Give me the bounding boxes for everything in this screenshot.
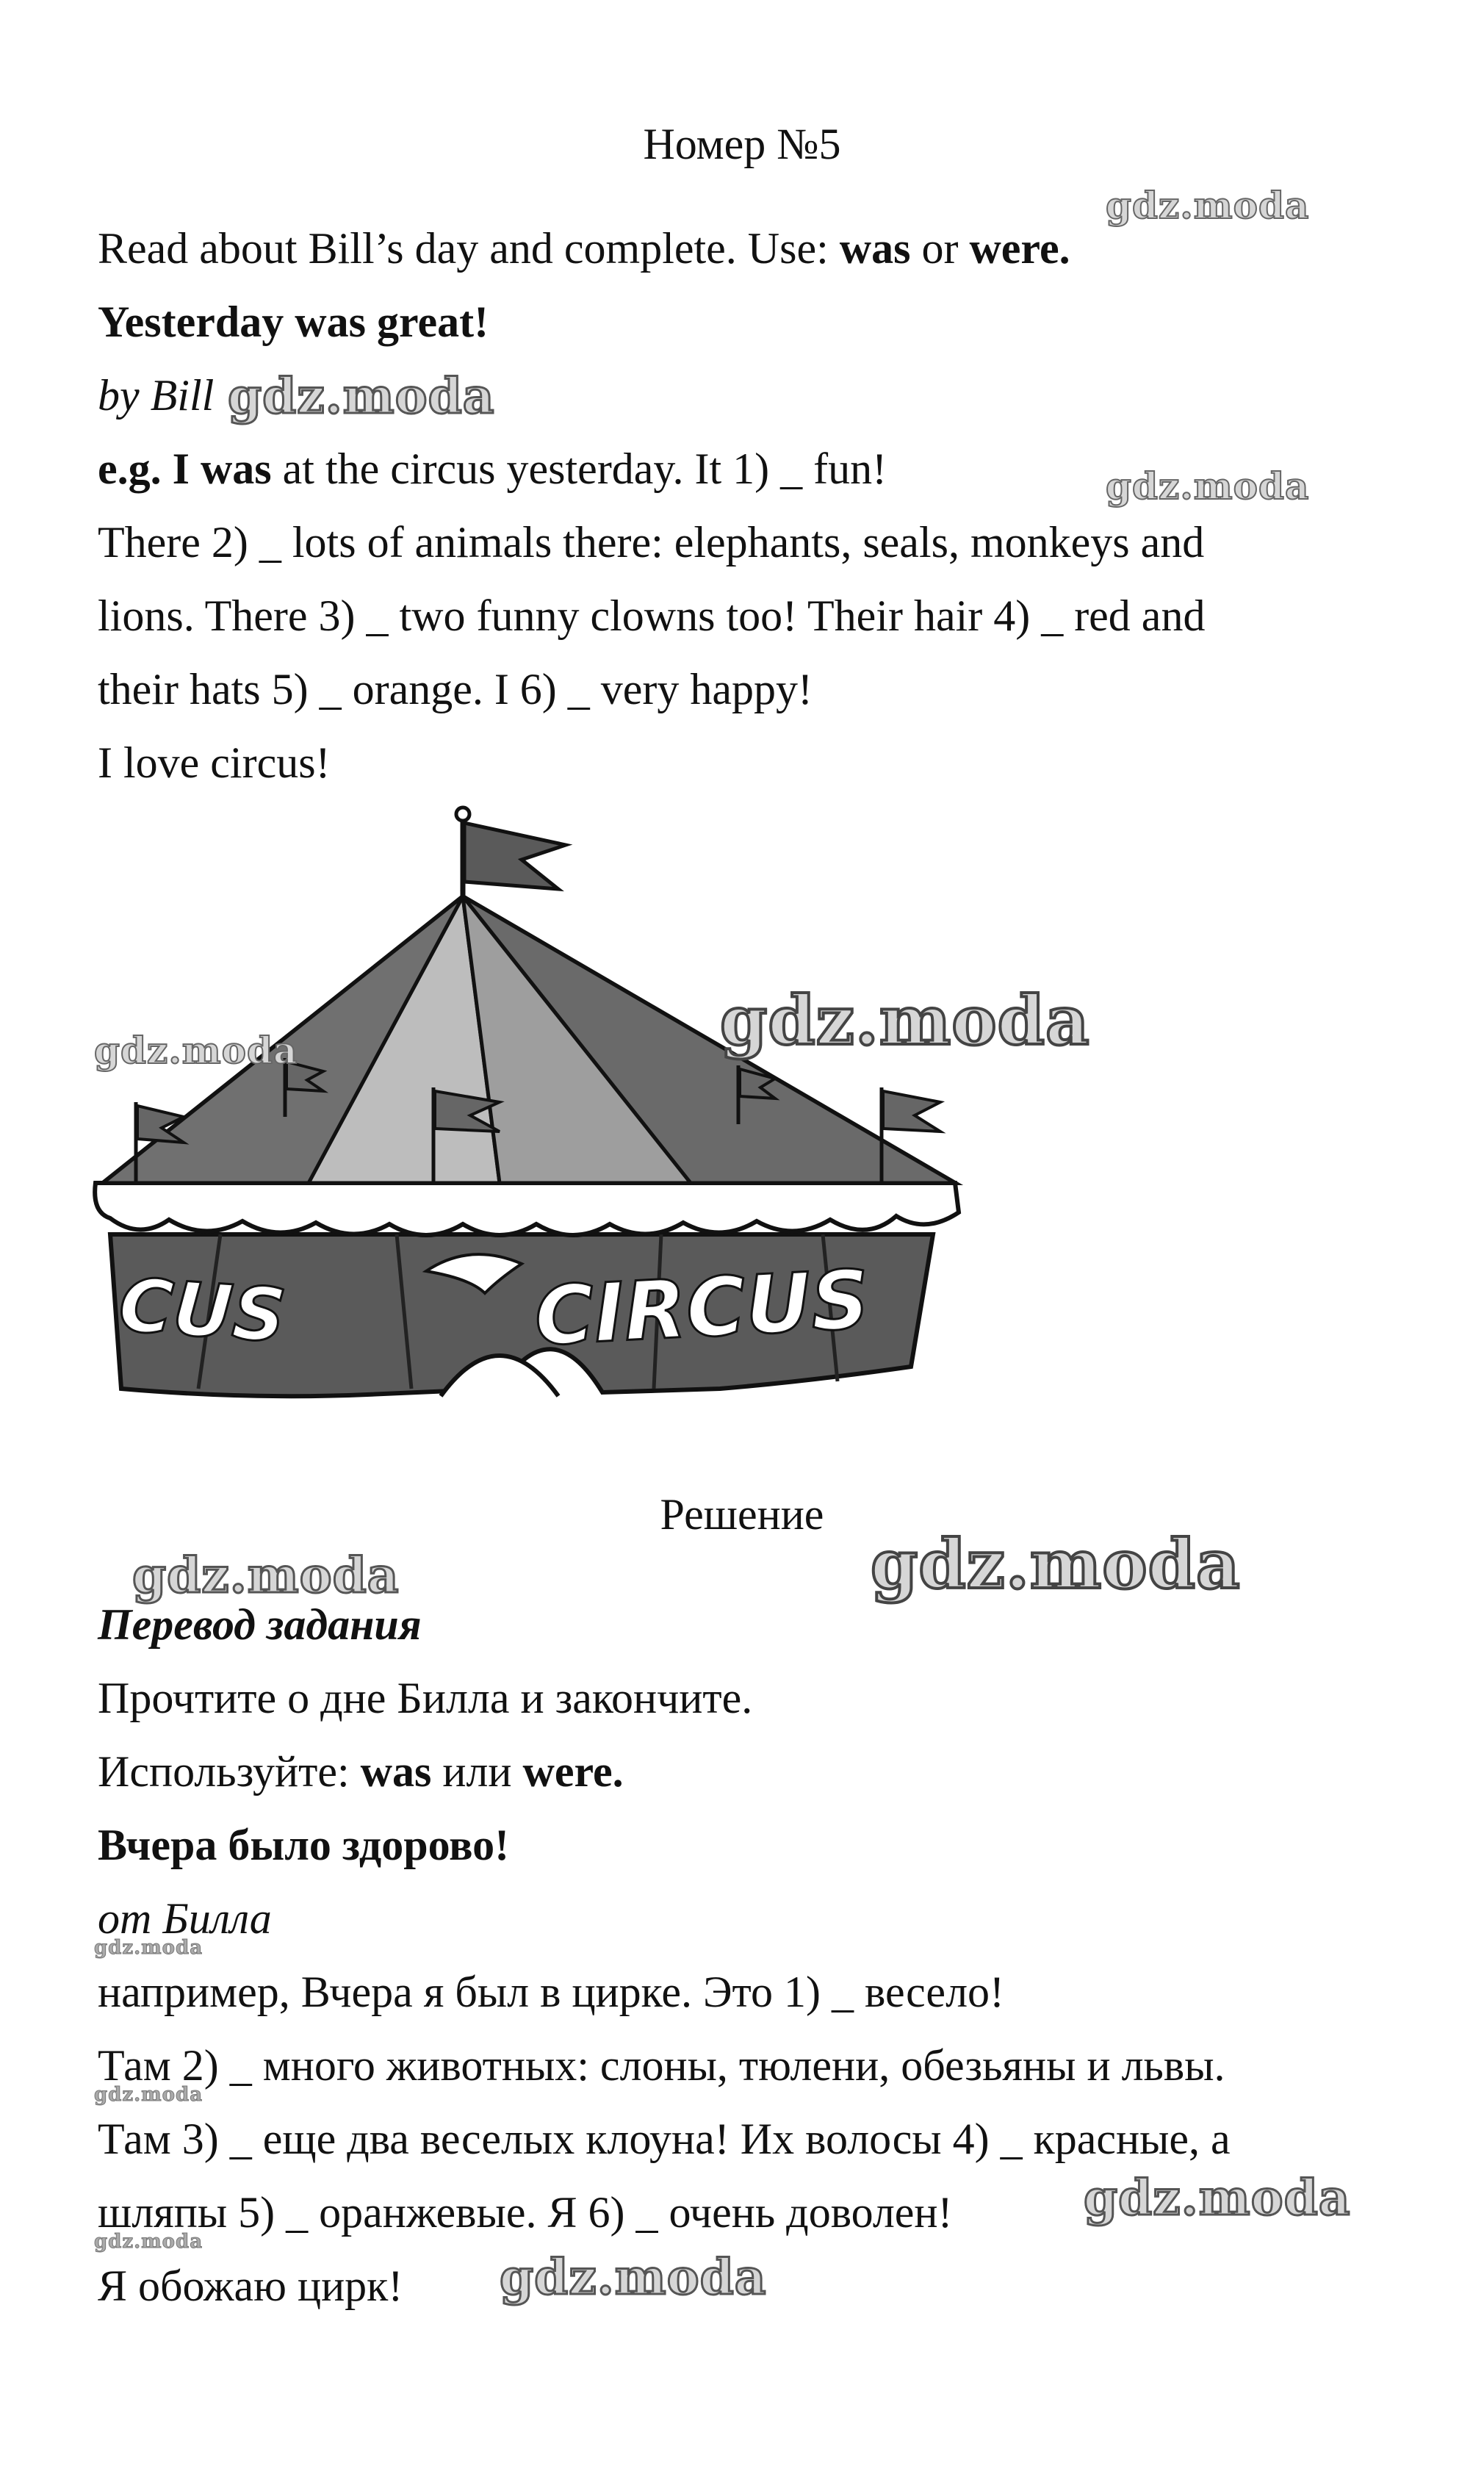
story-byline: by Bill bbox=[98, 371, 215, 420]
page-title: Номер №5 bbox=[643, 120, 841, 168]
watermark-logo: gdz.moda bbox=[1106, 464, 1310, 508]
story-title: Yesterday was great! bbox=[98, 298, 489, 346]
circus-tent-illustration bbox=[88, 801, 999, 1433]
watermark-logo: gdz.moda bbox=[94, 1937, 203, 1959]
story-line-2: There 2) _ lots of animals there: elephants, seals, monkeys and bbox=[98, 518, 1205, 567]
watermark-logo: gdz.moda bbox=[871, 1525, 1241, 1604]
watermark-logo: gdz.moda bbox=[1084, 2169, 1351, 2226]
translation-line-5: например, Вчера я был в цирке. Это 1) _ весело! bbox=[98, 1968, 1004, 2016]
translation-line-3: Вчера было здорово! bbox=[98, 1821, 510, 1869]
watermark-logo: gdz.moda bbox=[228, 367, 495, 425]
watermark-logo: gdz.moda bbox=[1106, 184, 1310, 227]
translation-line-7: Там 3) _ еще два веселых клоуна! Их волосы 4) _ красные, а bbox=[98, 2115, 1231, 2163]
tent-left-lettering: CUS bbox=[116, 1262, 289, 1359]
story-line-4: their hats 5) _ orange. I 6) _ very happy! bbox=[98, 665, 813, 713]
translation-line-8: шляпы 5) _ оранжевые. Я 6) _ очень доволен! bbox=[98, 2188, 953, 2237]
top-flag bbox=[464, 823, 566, 889]
tent-valance bbox=[95, 1183, 959, 1235]
task-instruction: Read about Bill’s day and complete. Use: was or were. bbox=[98, 224, 1070, 273]
watermark-logo: gdz.moda bbox=[94, 2231, 203, 2253]
translation-heading: Перевод задания bbox=[98, 1600, 422, 1649]
watermark-logo: gdz.moda bbox=[720, 981, 1090, 1060]
translation-line-4: от Билла bbox=[98, 1894, 272, 1943]
watermark-logo: gdz.moda bbox=[500, 2248, 767, 2306]
watermark-logo: gdz.moda bbox=[94, 1029, 298, 1072]
solution-heading: Решение bbox=[660, 1490, 824, 1539]
story-line-1: e.g. I was at the circus yesterday. It 1) _ fun! bbox=[98, 445, 887, 493]
translation-line-6: Там 2) _ много животных: слоны, тюлени, обезьяны и львы. bbox=[98, 2041, 1225, 2090]
watermark-logo: gdz.moda bbox=[94, 2084, 203, 2106]
story-line-3: lions. There 3) _ two funny clowns too! Their hair 4) _ red and bbox=[98, 591, 1206, 640]
tent-main-lettering: CIRCUS bbox=[532, 1252, 872, 1364]
story-line-5: I love circus! bbox=[98, 738, 331, 787]
watermark-logo: gdz.moda bbox=[132, 1547, 400, 1604]
translation-line-1: Прочтите о дне Билла и закончите. bbox=[98, 1674, 753, 1722]
translation-line-9: Я обожаю цирк! bbox=[98, 2262, 403, 2310]
translation-line-2: Используйте: was или were. bbox=[98, 1747, 624, 1796]
